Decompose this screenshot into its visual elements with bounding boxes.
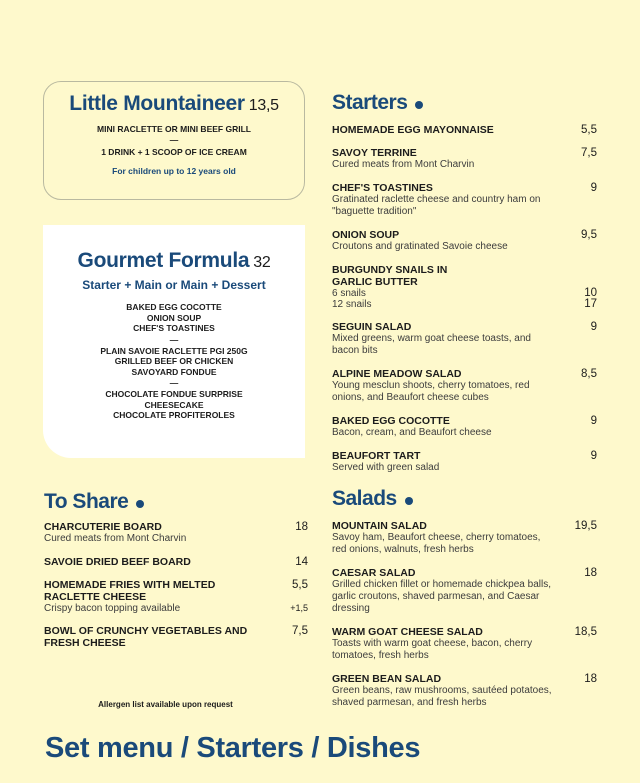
item-desc: Crispy bacon topping available — [44, 603, 181, 614]
item-price: 9 — [590, 321, 597, 333]
dessert-choices — [43, 389, 305, 421]
choice: CHOCOLATE PROFITEROLES — [113, 410, 235, 420]
list-item — [332, 450, 597, 474]
list-item — [332, 264, 597, 310]
list-item — [332, 124, 597, 136]
item-price: 19,5 — [574, 520, 597, 532]
item-name: BEAUFORT TART — [332, 450, 421, 462]
starters-heading — [332, 91, 423, 115]
item-desc: Croutons and gratinated Savoie cheese — [332, 241, 508, 252]
item-name: SEGUIN SALAD — [332, 321, 412, 333]
item-name: GREEN BEAN SALAD — [332, 673, 442, 685]
list-item — [44, 556, 308, 568]
item-price: 5,5 — [581, 124, 597, 136]
choice: ONION SOUP — [146, 312, 202, 323]
list-item — [332, 626, 597, 662]
choice: SAVOYARD FONDUE — [131, 366, 217, 377]
item-option — [332, 299, 597, 310]
item-name: CHARCUTERIE BOARD — [44, 521, 162, 533]
salads-heading — [332, 487, 413, 511]
item-name: ONION SOUP — [332, 229, 400, 241]
item-price: 7,5 — [292, 625, 308, 637]
separator: — — [169, 378, 179, 388]
list-item — [332, 182, 597, 218]
to-share-list — [44, 521, 308, 660]
salads-list — [332, 520, 597, 720]
menu-price: 13,5 — [248, 97, 279, 114]
menu-note: For children up to 12 years old — [112, 166, 236, 176]
menu-line: 1 DRINK + 1 SCOOP OF ICE CREAM — [101, 147, 247, 157]
gourmet-formula-card — [43, 225, 305, 458]
item-name: BURGUNDY SNAILS IN GARLIC BUTTER — [332, 264, 448, 288]
heading-text: To Share — [44, 490, 129, 513]
option-price: 17 — [584, 298, 597, 310]
item-desc: Young mesclun shoots, cherry tomatoes, red onions, and Beaufort cheese cubes — [332, 380, 530, 403]
menu-title: Gourmet Formula — [77, 249, 250, 272]
bullet-dot-icon — [136, 500, 144, 508]
menu-line: MINI RACLETTE OR MINI BEEF GRILL — [97, 124, 251, 134]
list-item — [332, 520, 597, 556]
choice: CHEESECAKE — [144, 399, 204, 410]
item-option — [332, 288, 597, 299]
menu-title: Little Mountaineer — [69, 92, 245, 115]
main-choices — [43, 346, 305, 378]
menu-subtitle: Starter + Main or Main + Dessert — [82, 278, 266, 292]
page-title: Set menu / Starters / Dishes — [45, 732, 421, 764]
bullet-dot-icon — [415, 101, 423, 109]
item-price: 18 — [295, 521, 308, 533]
item-desc: Savoy ham, Beaufort cheese, cherry tomatoes, red onions, walnuts, fresh herbs — [332, 532, 541, 555]
option-label: 12 snails — [332, 299, 372, 310]
item-desc: Mixed greens, warm goat cheese toasts, and bacon bits — [332, 333, 531, 356]
option-label: 6 snails — [332, 288, 366, 299]
item-desc: Cured meats from Mont Charvin — [44, 533, 187, 544]
allergen-note: Allergen list available upon request — [98, 700, 233, 709]
item-price: 9,5 — [581, 229, 597, 241]
separator: — — [169, 334, 179, 345]
item-price: 9 — [590, 450, 597, 462]
list-item — [332, 229, 597, 253]
item-desc: Grilled chicken fillet or homemade chickpea balls, garlic croutons, shaved parmesan, and Caesar dressing — [332, 579, 551, 614]
list-item — [44, 521, 308, 545]
list-item — [332, 368, 597, 404]
item-price: 9 — [590, 182, 597, 194]
list-item — [332, 147, 597, 171]
item-name: SAVOIE DRIED BEEF BOARD — [44, 556, 191, 568]
item-price: 9 — [590, 415, 597, 427]
item-desc: Served with green salad — [332, 462, 440, 473]
item-name: HOMEMADE FRIES WITH MELTED RACLETTE CHEESE — [44, 579, 216, 603]
little-mountaineer-title — [44, 92, 304, 116]
item-name: BAKED EGG COCOTTE — [332, 415, 450, 427]
extra-price: +1,5 — [290, 603, 308, 613]
heading-text: Salads — [332, 487, 397, 510]
gourmet-formula-title — [43, 249, 305, 273]
item-desc: Green beans, raw mushrooms, sautéed potatoes, shaved parmesan, and fresh herbs — [332, 685, 552, 708]
bullet-dot-icon — [405, 497, 413, 505]
choice: BAKED EGG COCOTTE — [126, 302, 222, 312]
item-price: 18,5 — [574, 626, 597, 638]
choice: PLAIN SAVOIE RACLETTE PGI 250G — [100, 345, 248, 356]
item-desc: Toasts with warm goat cheese, bacon, cherry tomatoes, fresh herbs — [332, 638, 533, 661]
choice: CHEF'S TOASTINES — [133, 323, 215, 333]
item-name: BOWL OF CRUNCHY VEGETABLES AND FRESH CHEESE — [44, 625, 248, 649]
option-price: 10 — [584, 287, 597, 299]
item-desc: Gratinated raclette cheese and country ham on "baguette tradition" — [332, 194, 541, 217]
item-name: CHEF'S TOASTINES — [332, 182, 433, 194]
item-price: 14 — [295, 556, 308, 568]
list-item — [44, 625, 308, 649]
starter-choices — [43, 302, 305, 334]
item-name: CAESAR SALAD — [332, 567, 416, 579]
choice: CHOCOLATE FONDUE SURPRISE — [105, 389, 243, 399]
menu-price: 32 — [253, 254, 271, 271]
list-item — [332, 321, 597, 357]
list-item — [332, 567, 597, 615]
item-desc: Bacon, cream, and Beaufort cheese — [332, 427, 492, 438]
item-name: SAVOY TERRINE — [332, 147, 417, 159]
list-item — [332, 415, 597, 439]
item-price: 18 — [584, 673, 597, 685]
item-name: HOMEMADE EGG MAYONNAISE — [332, 124, 494, 136]
separator: — — [169, 135, 179, 145]
item-price: 5,5 — [292, 579, 308, 591]
choice: GRILLED BEEF OR CHICKEN — [114, 356, 234, 366]
list-item — [44, 579, 308, 614]
item-desc: Cured meats from Mont Charvin — [332, 159, 475, 170]
item-price: 8,5 — [581, 368, 597, 380]
item-price: 7,5 — [581, 147, 597, 159]
heading-text: Starters — [332, 91, 408, 114]
item-name: ALPINE MEADOW SALAD — [332, 368, 462, 380]
item-price: 18 — [584, 567, 597, 579]
to-share-heading — [44, 490, 144, 514]
list-item — [332, 673, 597, 709]
item-name: WARM GOAT CHEESE SALAD — [332, 626, 483, 638]
starters-list — [332, 124, 597, 485]
item-option — [44, 603, 308, 614]
little-mountaineer-card — [43, 81, 305, 200]
item-name: MOUNTAIN SALAD — [332, 520, 427, 532]
